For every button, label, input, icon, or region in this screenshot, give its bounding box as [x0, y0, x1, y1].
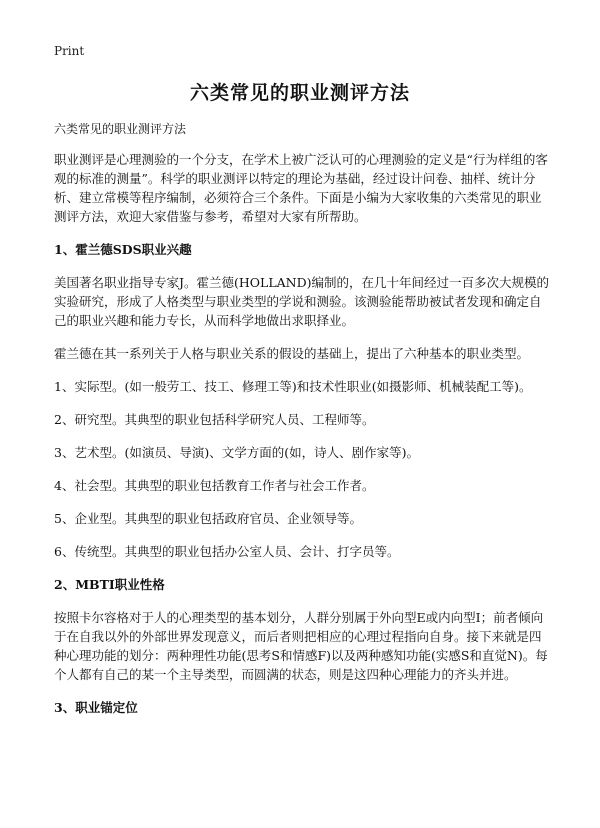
- list-item-conventional: 6、传统型。其典型的职业包括办公室人员、会计、打字员等。: [54, 544, 400, 559]
- holland-paragraph-2: 霍兰德在其一系列关于人格与职业关系的假设的基础上，提出了六种基本的职业类型。: [54, 346, 530, 361]
- intro-paragraph: 职业测评是心理测验的一个分支，在学术上被广泛认可的心理测验的定义是“行为样组的客观的标准的测量”。科学的职业测评以特定的理论为基础，经过设计问卷、抽样、统计分析、建立常模等程序编制，必须符合三个条件。下面是小编为大家收集的六类常见的职业测评方法，欢迎大家借鉴与参考，希望对大家有所帮助。: [54, 152, 548, 224]
- list-item-social: 4、社会型。其典型的职业包括教育工作者与社会工作者。: [54, 478, 375, 493]
- section-heading-holland: 1、霍兰德SDS职业兴趣: [54, 242, 192, 257]
- list-item-realistic: 1、实际型。(如一般劳工、技工、修理工等)和技术性职业(如摄影师、机械装配工等)。: [54, 379, 532, 394]
- holland-paragraph-1: 美国著名职业指导专家J。霍兰德(HOLLAND)编制的，在几十年间经过一百多次大规模的实验研究，形成了人格类型与职业类型的学说和测验。该测验能帮助被试者发现和确定自己的职业兴趣和能力专长，从而科学地做出求职择业。: [54, 275, 550, 328]
- document-subtitle: 六类常见的职业测评方法: [54, 122, 187, 136]
- page-title: 六类常见的职业测评方法: [189, 82, 410, 104]
- document-body: [54, 150, 550, 731]
- list-item-enterprising: 5、企业型。其典型的职业包括政府官员、企业领导等。: [54, 511, 362, 526]
- section-heading-mbti: 2、MBTI职业性格: [54, 577, 165, 592]
- mbti-paragraph: 按照卡尔容格对于人的心理类型的基本划分，人群分别属于外向型E或内向型I；前者倾向于在自我以外的外部世界发现意义，而后者则把相应的心理过程指向自身。接下来就是四种心理功能的划分：两种理性功能(思考S和情感F)以及两种感知功能(实感S和直觉N)。每个人都有自己的某一个主导类型，而圆满的状态，则是这四种心理能力的齐头并进。: [54, 610, 548, 682]
- list-item-artistic: 3、艺术型。(如演员、导演)、文学方面的(如，诗人、剧作家等)。: [54, 445, 419, 460]
- section-heading-career-anchor: 3、职业锚定位: [54, 700, 138, 715]
- print-label[interactable]: Print: [54, 44, 85, 58]
- list-item-investigative: 2、研究型。其典型的职业包括科学研究人员、工程师等。: [54, 412, 375, 427]
